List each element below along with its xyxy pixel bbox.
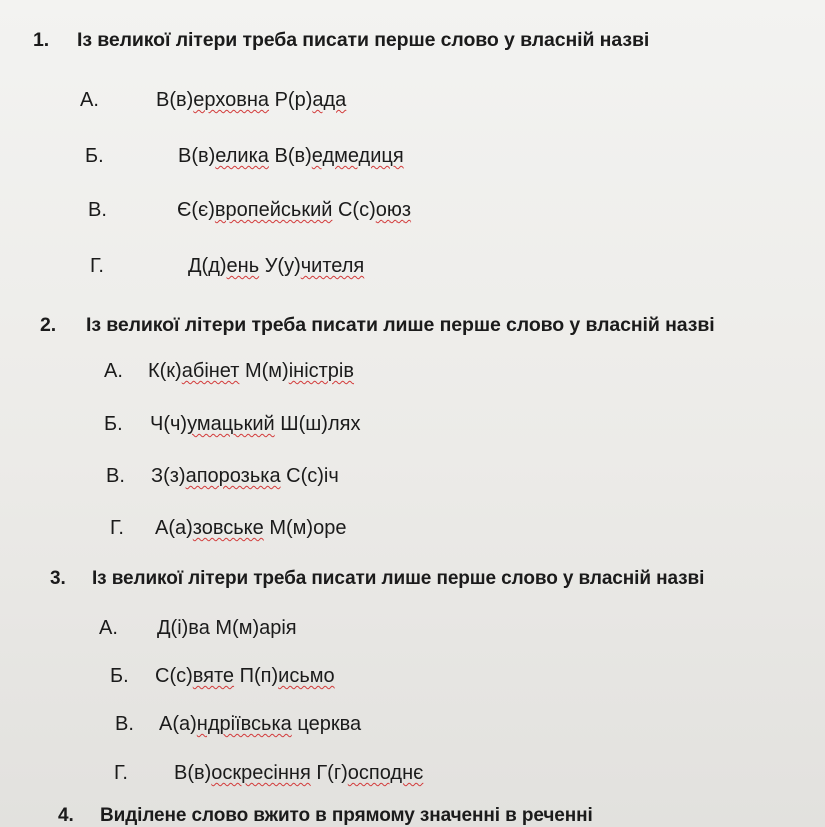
question-text: Із великої літери треба писати лише перше слово у власній назві xyxy=(92,568,705,589)
option-letter: В. xyxy=(88,199,107,221)
question-text: Виділене слово вжито в прямому значенні в реченні xyxy=(100,805,593,826)
question-4 xyxy=(58,805,593,827)
option-text: А(а)зовське М(м)оре xyxy=(155,517,347,539)
question-number: 4. xyxy=(58,805,74,826)
option-text: Є(є)вропейський С(с)оюз xyxy=(177,199,412,221)
option-letter: А. xyxy=(99,617,118,639)
option-text: В(в)елика В(в)едмедиця xyxy=(178,145,404,167)
question-number: 3. xyxy=(50,568,66,589)
option-text: В(в)оскресіння Г(г)осподнє xyxy=(174,762,424,784)
question-text: Із великої літери треба писати перше слово у власній назві xyxy=(77,29,650,51)
option-text: А(а)ндріївська церква xyxy=(159,713,362,735)
option-text: Ч(ч)умацький Ш(ш)лях xyxy=(150,413,361,435)
option-letter: Г. xyxy=(110,517,124,539)
option-letter: Б. xyxy=(104,413,123,435)
option-text: Д(д)ень У(у)чителя xyxy=(188,255,365,277)
option-letter: В. xyxy=(115,713,134,735)
question-number: 2. xyxy=(40,314,57,336)
option-text: К(к)абінет М(м)іністрів xyxy=(148,360,355,382)
option-text: В(в)ерховна Р(р)ада xyxy=(156,89,347,111)
option-letter: Г. xyxy=(114,762,128,784)
option-text: С(с)вяте П(п)исьмо xyxy=(155,665,335,687)
option-letter: Б. xyxy=(85,145,104,167)
question-2 xyxy=(40,314,715,337)
option-text: Д(і)ва М(м)арія xyxy=(157,617,297,639)
question-number: 1. xyxy=(33,29,50,51)
option-letter: Б. xyxy=(110,665,129,687)
question-1 xyxy=(33,29,649,52)
question-3 xyxy=(50,568,704,590)
option-letter: А. xyxy=(104,360,123,382)
option-text: З(з)апорозька С(с)іч xyxy=(151,465,339,487)
question-text: Із великої літери треба писати лише перше слово у власній назві xyxy=(86,314,715,336)
option-letter: Г. xyxy=(90,255,104,277)
option-letter: А. xyxy=(80,89,99,111)
option-letter: В. xyxy=(106,465,125,487)
